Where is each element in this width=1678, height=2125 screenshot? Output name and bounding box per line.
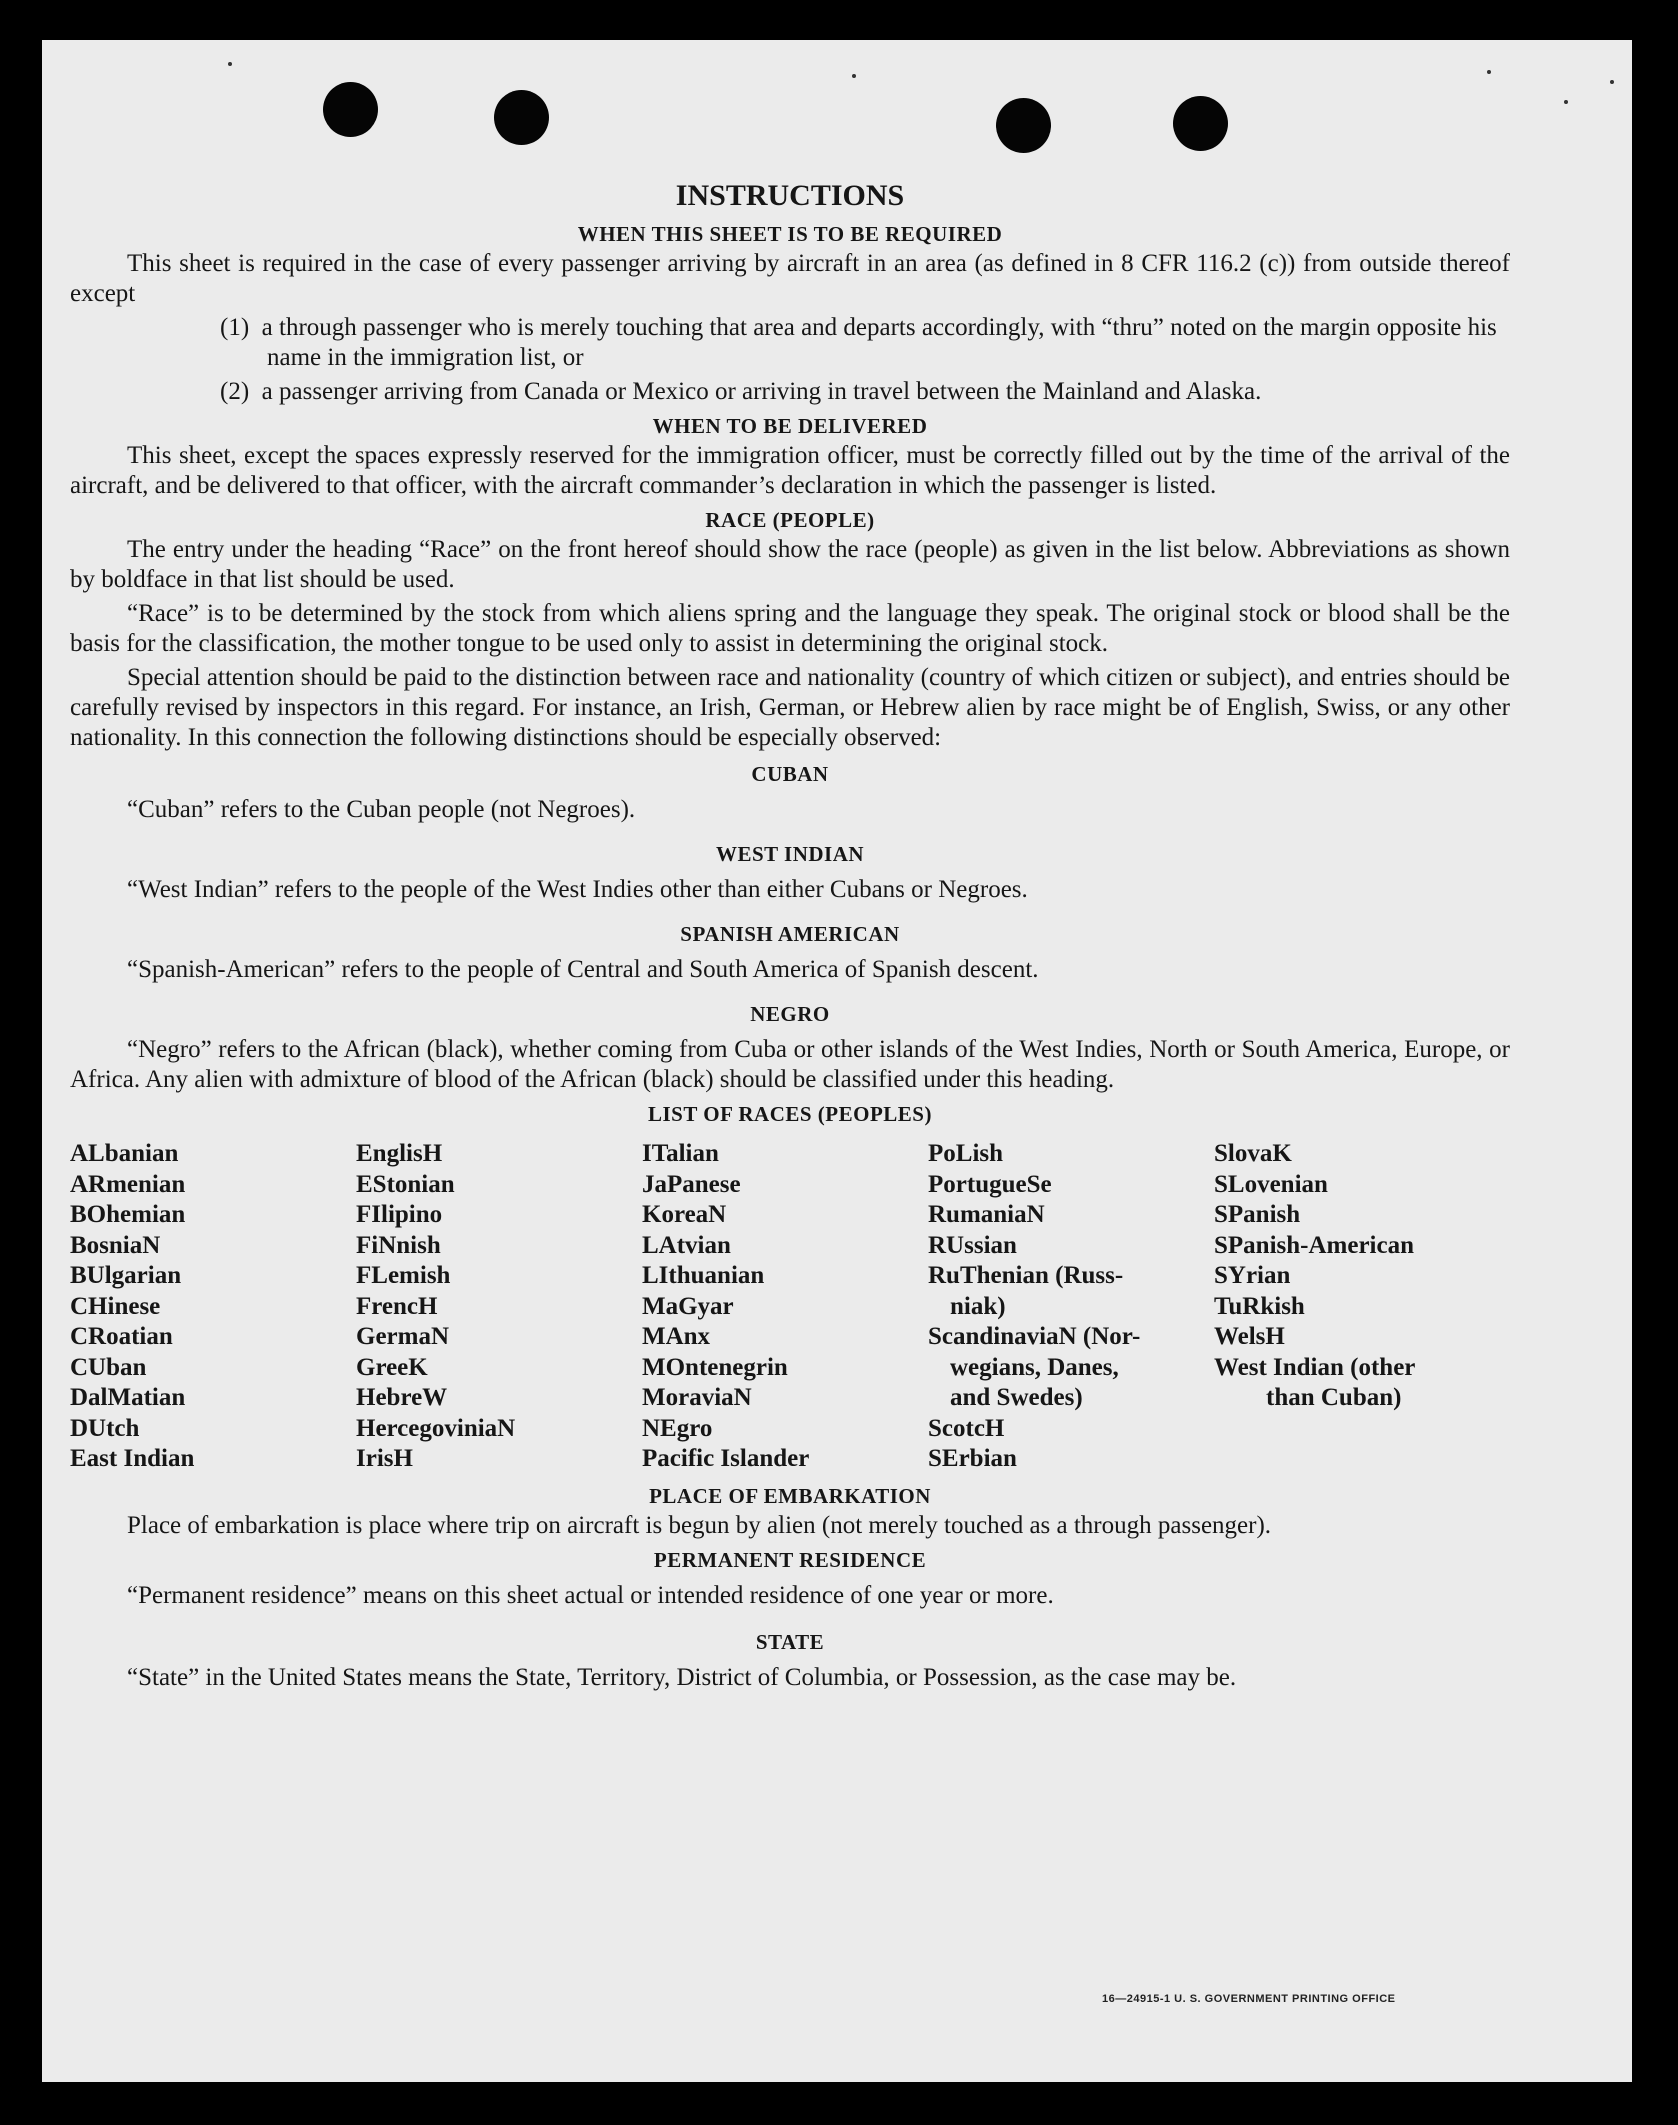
race-entry: HebreW	[356, 1384, 448, 1411]
negro-definition: “Negro” refers to the African (black), whether coming from Cuba or other islands of the West Indies, North or South America, Europe, or Africa. Any alien with admixture of blood of the African (black) should be classified under this heading.	[70, 1036, 1510, 1093]
punch-hole	[996, 98, 1051, 153]
races-column-4	[928, 1139, 1214, 1475]
race-entry: East Indian	[70, 1445, 195, 1472]
race-entry: SErbian	[928, 1445, 1017, 1472]
race-entry: MaGyar	[642, 1292, 734, 1320]
race-entry: BUlgarian	[70, 1262, 182, 1289]
embarkation-paragraph: Place of embarkation is place where trip on aircraft is begun by alien (not merely touched as a through passenger).	[127, 1511, 1272, 1539]
race-entry: SlovaK	[1214, 1140, 1292, 1167]
race-entry: LIthuanian	[642, 1262, 765, 1289]
race-entry: HercegoviniaN	[356, 1414, 516, 1442]
race-entry: GermaN	[356, 1323, 450, 1350]
exception-item-1	[70, 313, 1510, 373]
spanish-american-definition: “Spanish-American” refers to the people of Central and South America of Spanish descent.	[127, 956, 1039, 983]
paper-speck	[1610, 80, 1614, 84]
race-entry: SLovenian	[1214, 1170, 1328, 1198]
section-heading-race: RACE (PEOPLE)	[705, 508, 875, 532]
state-paragraph: “State” in the United States means the State, Territory, District of Columbia, or Possession, as the case may be.	[127, 1663, 1237, 1691]
race-entry: LAtvian	[642, 1231, 731, 1259]
race-entry: FIlipino	[356, 1201, 443, 1228]
races-list	[70, 1139, 1510, 1475]
race-entry: MoraviaN	[642, 1384, 752, 1411]
item-text: a through passenger who is merely touching that area and departs accordingly, with “thru” noted on the margin opposite his name in the immigration list, or	[261, 314, 1497, 371]
section-heading-cuban: CUBAN	[751, 762, 829, 786]
cuban-definition: “Cuban” refers to the Cuban people (not Negroes).	[127, 796, 636, 823]
race-entry: PortugueSe	[928, 1170, 1052, 1198]
race-entry: WelsH	[1214, 1323, 1285, 1350]
race-entry: BosniaN	[70, 1231, 161, 1259]
section-heading-residence: PERMANENT RESIDENCE	[653, 1547, 927, 1572]
race-entry: ITalian	[642, 1140, 719, 1167]
paper-speck	[852, 74, 856, 78]
race-entry: FLemish	[356, 1262, 451, 1289]
race-entry: DalMatian	[70, 1384, 186, 1411]
race-entry: JaPanese	[642, 1170, 741, 1198]
race-entry: FrencH	[356, 1292, 438, 1320]
punch-hole	[494, 90, 549, 145]
race-entry: MAnx	[642, 1323, 711, 1350]
paper-speck	[228, 62, 232, 66]
item-number: (2)	[220, 378, 250, 405]
west-indian-definition: “West Indian” refers to the people of the West Indies other than either Cubans or Negroes.	[127, 876, 1028, 903]
section-heading-embarkation: PLACE OF EMBARKATION	[649, 1483, 931, 1508]
race-entry: ScandinaviaN (Nor-	[928, 1323, 1141, 1350]
section-heading-spanish-american: SPANISH AMERICAN	[680, 922, 900, 946]
races-column-5	[1214, 1139, 1514, 1475]
printer-imprint: 16—24915-1 U. S. GOVERNMENT PRINTING OFFICE	[1102, 1993, 1396, 2005]
race-entry: DUtch	[70, 1414, 140, 1442]
races-column-3	[642, 1139, 928, 1475]
race-entry-continued: and Swedes)	[950, 1384, 1083, 1411]
race-entry: EnglisH	[356, 1140, 443, 1167]
paper-speck	[1564, 100, 1568, 104]
race-entry: Pacific Islander	[642, 1445, 810, 1472]
exception-item-2	[70, 377, 1510, 407]
race-entry: MOntenegrin	[642, 1353, 788, 1381]
punch-hole	[323, 82, 378, 137]
race-entry: FiNnish	[356, 1231, 441, 1259]
race-entry: GreeK	[356, 1353, 428, 1381]
race-entry: CUban	[70, 1353, 147, 1381]
race-entry: ARmenian	[70, 1170, 186, 1198]
race-entry: NEgro	[642, 1414, 713, 1442]
race-entry: EStonian	[356, 1170, 455, 1198]
paper-speck	[1487, 70, 1491, 74]
race-entry: SYrian	[1214, 1262, 1291, 1289]
delivered-paragraph: This sheet, except the spaces expressly reserved for the immigration officer, must be correctly filled out by the time of the arrival of the aircraft, and be delivered to that officer, with the aircraft commander’s declaration in which the passenger is listed.	[70, 442, 1510, 499]
race-entry: CHinese	[70, 1292, 161, 1320]
race-entry: BOhemian	[70, 1201, 186, 1228]
section-heading-negro: NEGRO	[750, 1002, 830, 1026]
document-page	[42, 40, 1632, 2082]
page-title: INSTRUCTIONS	[675, 179, 905, 212]
section-heading-delivered: WHEN TO BE DELIVERED	[652, 414, 928, 438]
race-entry: RUssian	[928, 1231, 1017, 1259]
section-heading-required: WHEN THIS SHEET IS TO BE REQUIRED	[577, 222, 1003, 246]
race-entry: RumaniaN	[928, 1201, 1045, 1228]
races-column-1	[70, 1139, 356, 1475]
races-column-2	[356, 1139, 642, 1475]
race-entry: SPanish	[1214, 1201, 1301, 1228]
race-entry: TuRkish	[1214, 1292, 1305, 1320]
race-entry: ScotcH	[928, 1414, 1005, 1442]
race-entry: SPanish-American	[1214, 1231, 1414, 1259]
section-heading-west-indian: WEST INDIAN	[715, 842, 865, 866]
race-entry: PoLish	[928, 1140, 1004, 1167]
section-heading-state: STATE	[755, 1629, 825, 1654]
race-entry: RuThenian (Russ-	[928, 1262, 1124, 1289]
item-number: (1)	[220, 314, 250, 341]
race-entry: KoreaN	[642, 1201, 727, 1228]
race-entry: CRoatian	[70, 1323, 173, 1350]
residence-paragraph: “Permanent residence” means on this sheet actual or intended residence of one year or more.	[127, 1581, 1054, 1609]
race-paragraph-1: The entry under the heading “Race” on the front hereof should show the race (people) as given in the list below. Abbreviations as shown by boldface in that list should be used.	[70, 536, 1510, 593]
race-entry: West Indian (other	[1214, 1353, 1416, 1381]
race-entry-continued: niak)	[950, 1292, 1006, 1320]
race-entry: ALbanian	[70, 1140, 179, 1167]
race-paragraph-2: “Race” is to be determined by the stock from which aliens spring and the language they speak. The original stock or blood shall be the basis for the classification, the mother tongue to be used only to assist in determining the original stock.	[70, 600, 1510, 657]
race-paragraph-3: Special attention should be paid to the distinction between race and nationality (country of which citizen or subject), and entries should be carefully revised by inspectors in this regard. For instance, an Irish, German, or Hebrew alien by race might be of English, Swiss, or any other nationality. In this connection the following distinctions should be especially observed:	[70, 664, 1510, 751]
race-entry-continued: than Cuban)	[1266, 1384, 1402, 1411]
required-paragraph: This sheet is required in the case of every passenger arriving by aircraft in an area (as defined in 8 CFR 116.2 (c)) from outside thereof except	[70, 250, 1510, 307]
race-entry: IrisH	[356, 1445, 413, 1472]
punch-hole	[1173, 96, 1228, 151]
section-heading-races-list: LIST OF RACES (PEOPLES)	[648, 1102, 932, 1126]
race-entry-continued: wegians, Danes,	[950, 1353, 1119, 1381]
item-text: a passenger arriving from Canada or Mexico or arriving in travel between the Mainland and Alaska.	[261, 378, 1262, 405]
instructions-content	[70, 177, 1510, 1697]
